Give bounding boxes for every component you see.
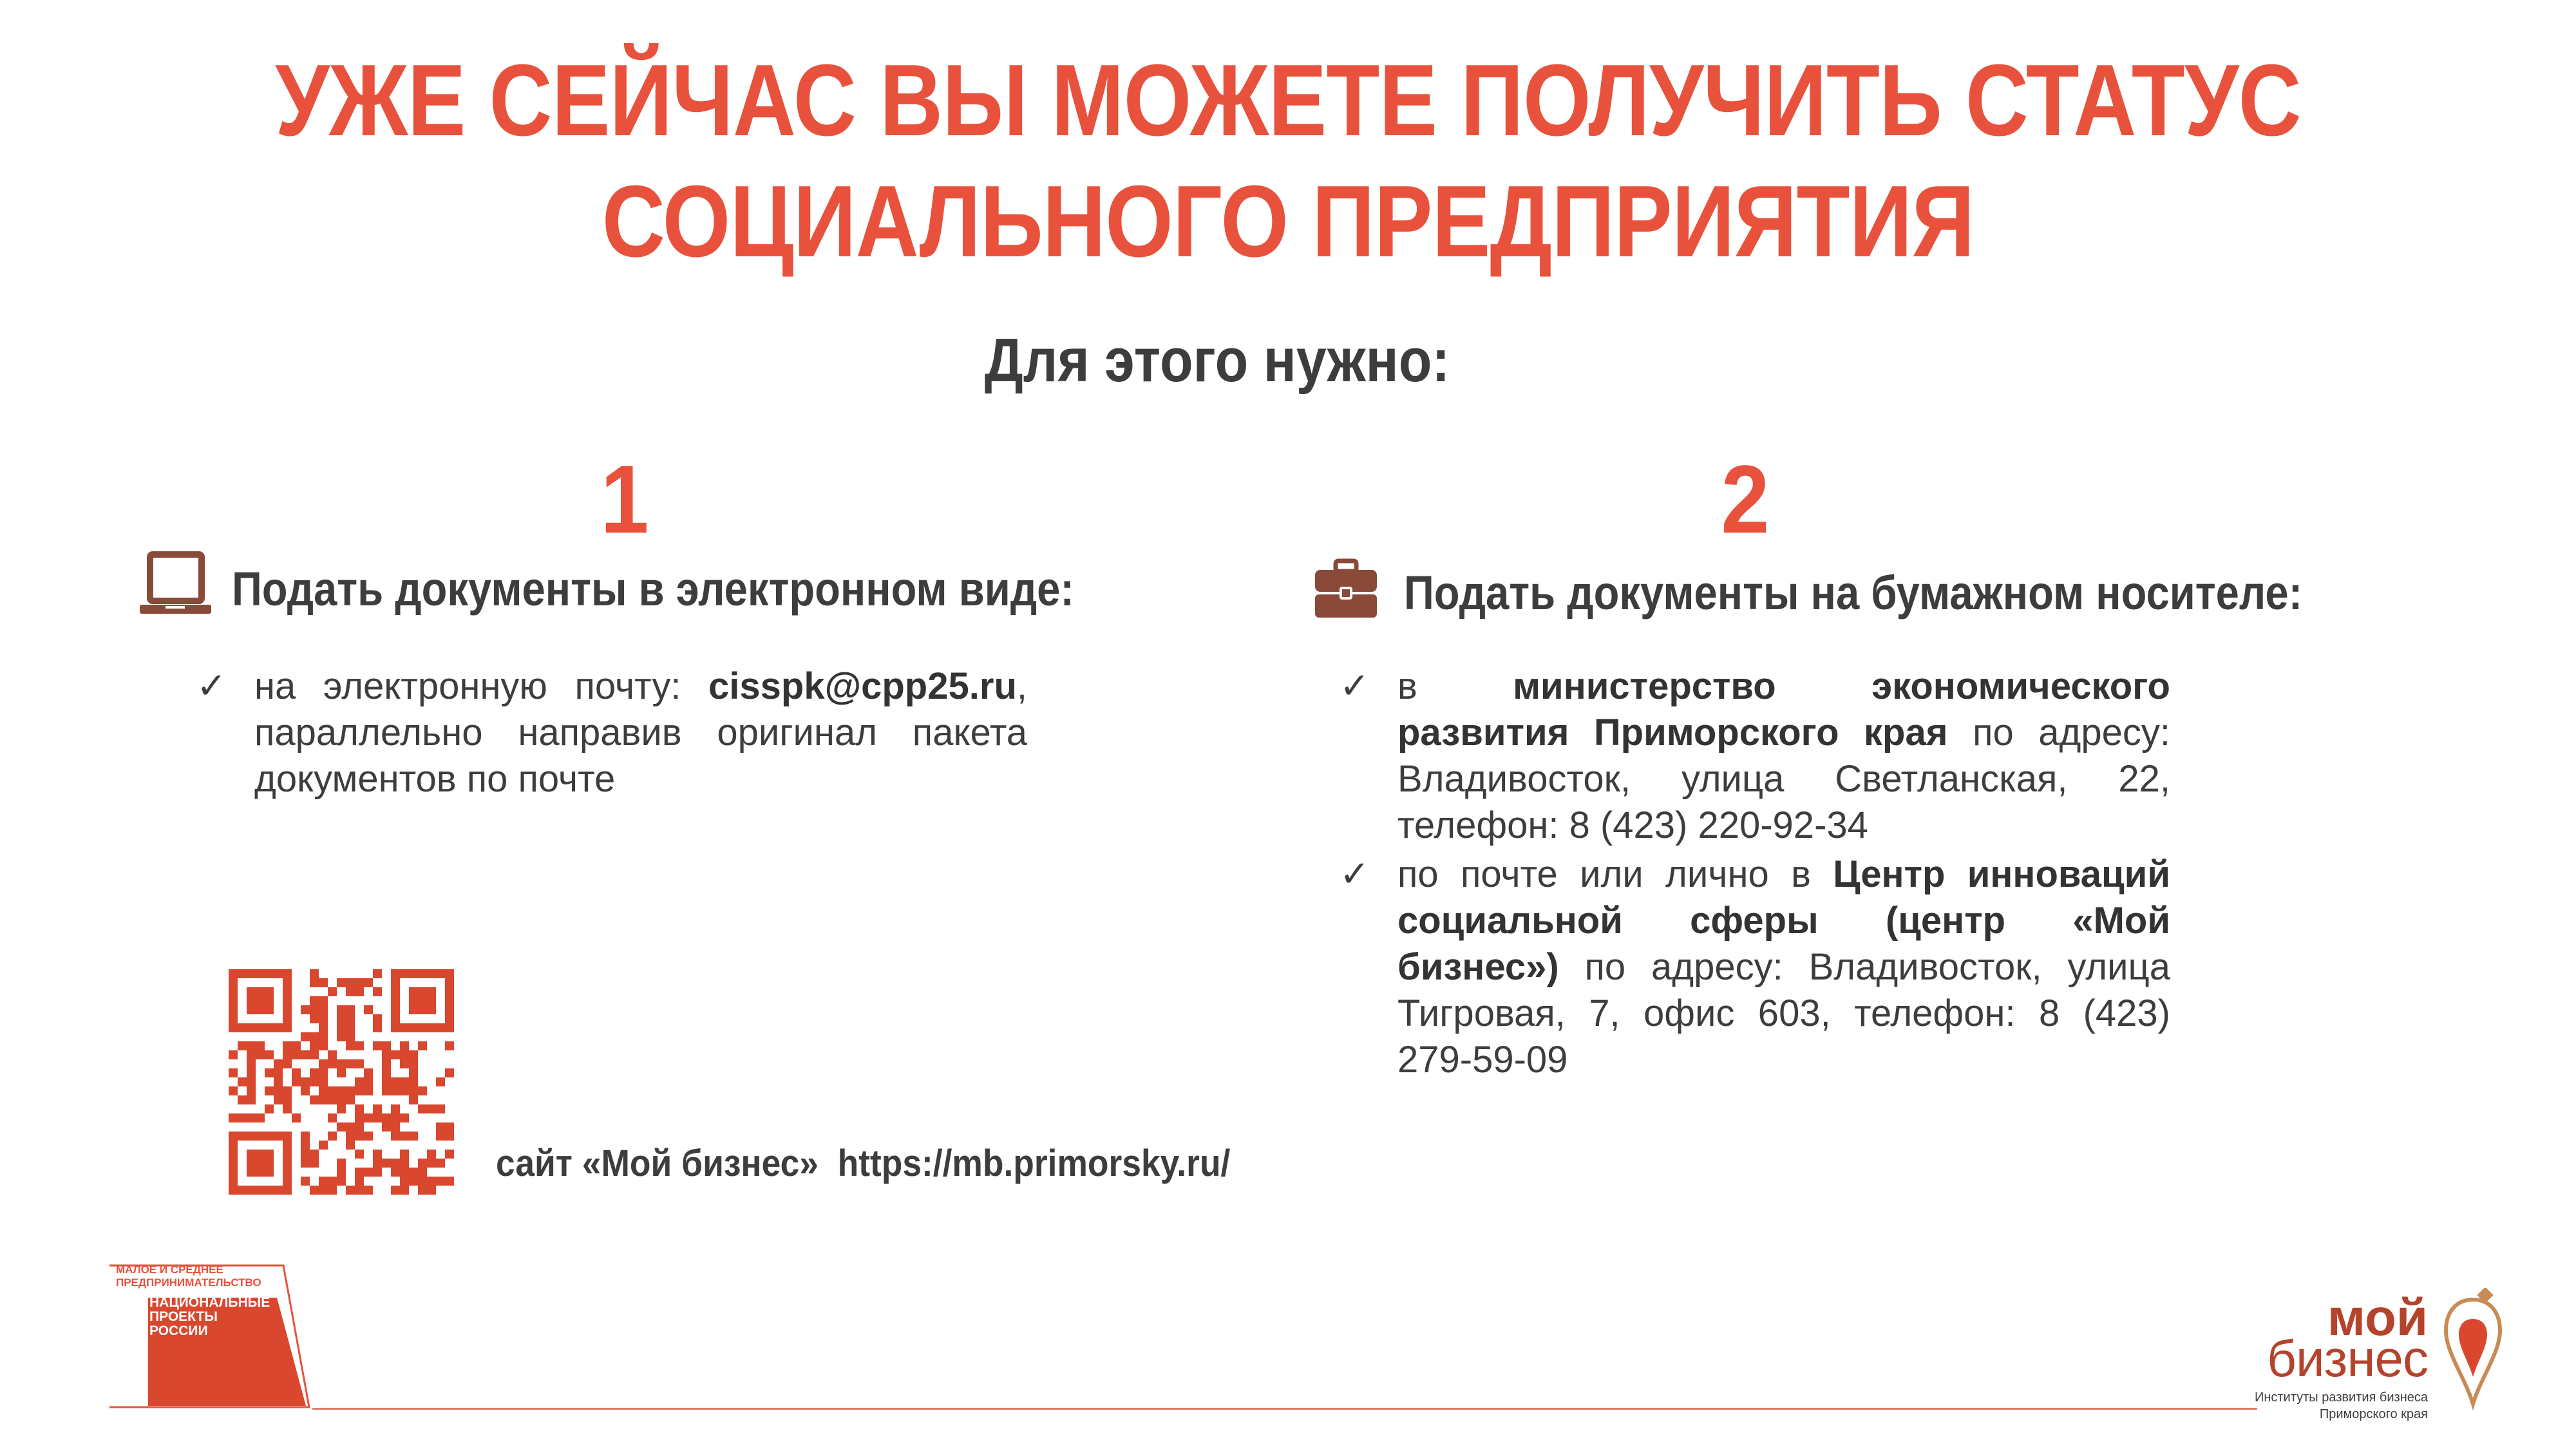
item-text-pre: по почте или лично в <box>1397 853 1833 895</box>
page-title <box>180 40 2396 282</box>
laptop-icon <box>138 551 213 621</box>
item-text-bold: министерство экономического развития Приморского края <box>1397 665 2170 753</box>
title-line-2: СОЦИАЛЬНОГО ПРЕДПРИЯТИЯ <box>601 165 1975 278</box>
email-link[interactable]: cisspk@cpp25.ru <box>708 665 1017 707</box>
check-icon: ✓ <box>196 665 227 706</box>
step-1-heading: Подать документы в электронном виде: <box>232 562 1075 616</box>
moy-biznes-logo-caption: Институты развития бизнеса <box>2254 1390 2428 1405</box>
step-2-heading: Подать документы на бумажном носителе: <box>1404 566 2303 620</box>
moy-biznes-logo-region: Приморского края <box>2319 1407 2428 1421</box>
list-item-center <box>1397 851 2170 1083</box>
moy-biznes-logo-word-2: бизнес <box>2267 1330 2428 1387</box>
website-line <box>496 1141 1230 1186</box>
np-logo-text-main: НАЦИОНАЛЬНЫЕ ПРОЕКТЫ РОССИИ <box>149 1295 270 1338</box>
footer-divider <box>312 1408 2257 1410</box>
step-1-number: 1 <box>600 445 649 553</box>
item-text-post: по адресу: Владивосток, улица Тигровая, 7, офис 603, телефон: 8 (423) 279-59-09 <box>1397 946 2170 1081</box>
item-text-post: , параллельно направив оригинал пакета документов по почте <box>254 665 1027 800</box>
step-2-number: 2 <box>1721 445 1770 553</box>
briefcase-icon <box>1314 557 1378 621</box>
location-pin-icon <box>2441 1288 2505 1417</box>
item-text-bold: Центр инноваций социальной сферы (центр «Мой бизнес») <box>1397 853 2170 988</box>
item-text-pre: в <box>1397 665 1513 707</box>
list-item-ministry <box>1397 663 2170 849</box>
qr-code[interactable] <box>229 969 454 1195</box>
title-line-1: УЖЕ СЕЙЧАС ВЫ МОЖЕТЕ ПОЛУЧИТЬ СТАТУС <box>275 44 2301 157</box>
list-item-email <box>254 663 1027 802</box>
np-logo-text-top: МАЛОЕ И СРЕДНЕЕ ПРЕДПРИНИМАТЕЛЬСТВО <box>116 1264 261 1289</box>
website-link[interactable]: https://mb.primorsky.ru/ <box>837 1142 1231 1184</box>
website-label: сайт «Мой бизнес» <box>496 1142 819 1184</box>
subtitle: Для этого нужно: <box>984 326 1450 395</box>
check-icon: ✓ <box>1340 853 1370 894</box>
item-text-pre: на электронную почту: <box>254 665 708 707</box>
item-text-post: по адресу: Владивосток, улица Светланская, 22, телефон: 8 (423) 220-92-34 <box>1397 712 2171 846</box>
moy-biznes-logo-word-1: мой <box>2327 1289 2428 1346</box>
check-icon: ✓ <box>1340 665 1370 706</box>
